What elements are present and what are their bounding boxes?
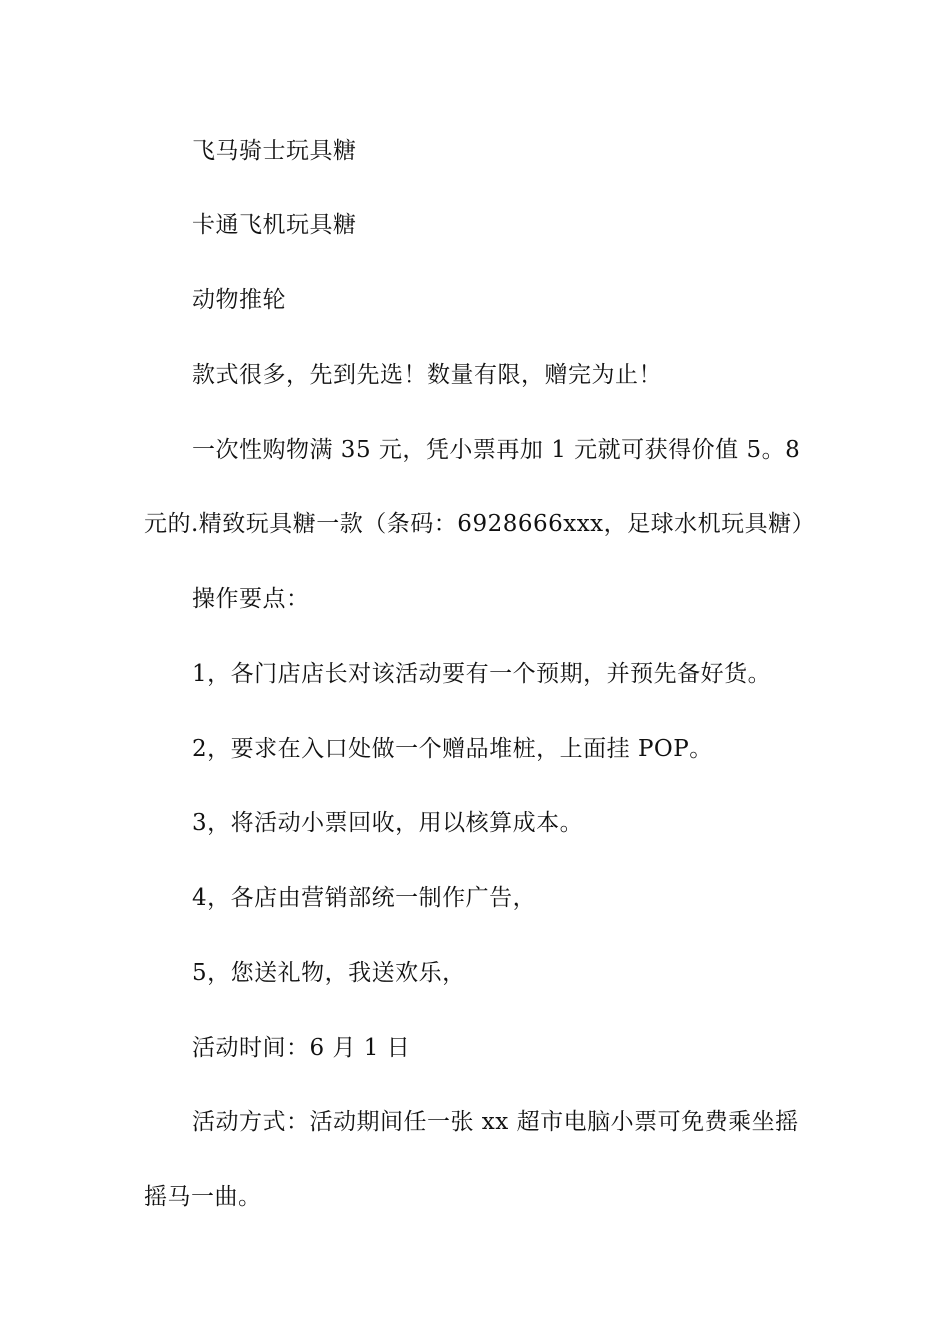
text-line-toy-candy-airplane: 卡通飞机玩具糖 <box>192 212 357 238</box>
text-line-purchase-offer: 一次性购物满 35 元，凭小票再加 1 元就可获得价值 5。8 <box>192 437 801 463</box>
text-line-point-3: 3，将活动小票回收，用以核算成本。 <box>192 810 584 836</box>
text-line-purchase-offer-cont: 元的.精致玩具糖一款（条码：6928666xxx，足球水机玩具糖） <box>144 511 816 537</box>
text-line-point-4: 4，各店由营销部统一制作广告， <box>192 885 537 911</box>
text-line-styles-notice: 款式很多，先到先选！数量有限，赠完为止！ <box>192 362 662 388</box>
text-line-key-points-heading: 操作要点： <box>192 586 310 612</box>
text-line-point-2: 2，要求在入口处做一个赠品堆桩，上面挂 POP。 <box>192 736 713 762</box>
text-line-animal-cart: 动物推轮 <box>192 287 286 313</box>
text-line-activity-method: 活动方式：活动期间任一张 xx 超市电脑小票可免费乘坐摇 <box>192 1109 799 1135</box>
text-line-toy-candy-pegasus: 飞马骑士玩具糖 <box>192 138 357 164</box>
text-line-point-5: 5，您送礼物，我送欢乐， <box>192 960 466 986</box>
text-line-point-1: 1，各门店店长对该活动要有一个预期，并预先备好货。 <box>192 661 772 687</box>
text-line-activity-method-cont: 摇马一曲。 <box>144 1184 262 1210</box>
text-line-activity-time: 活动时间：6 月 1 日 <box>192 1035 411 1061</box>
